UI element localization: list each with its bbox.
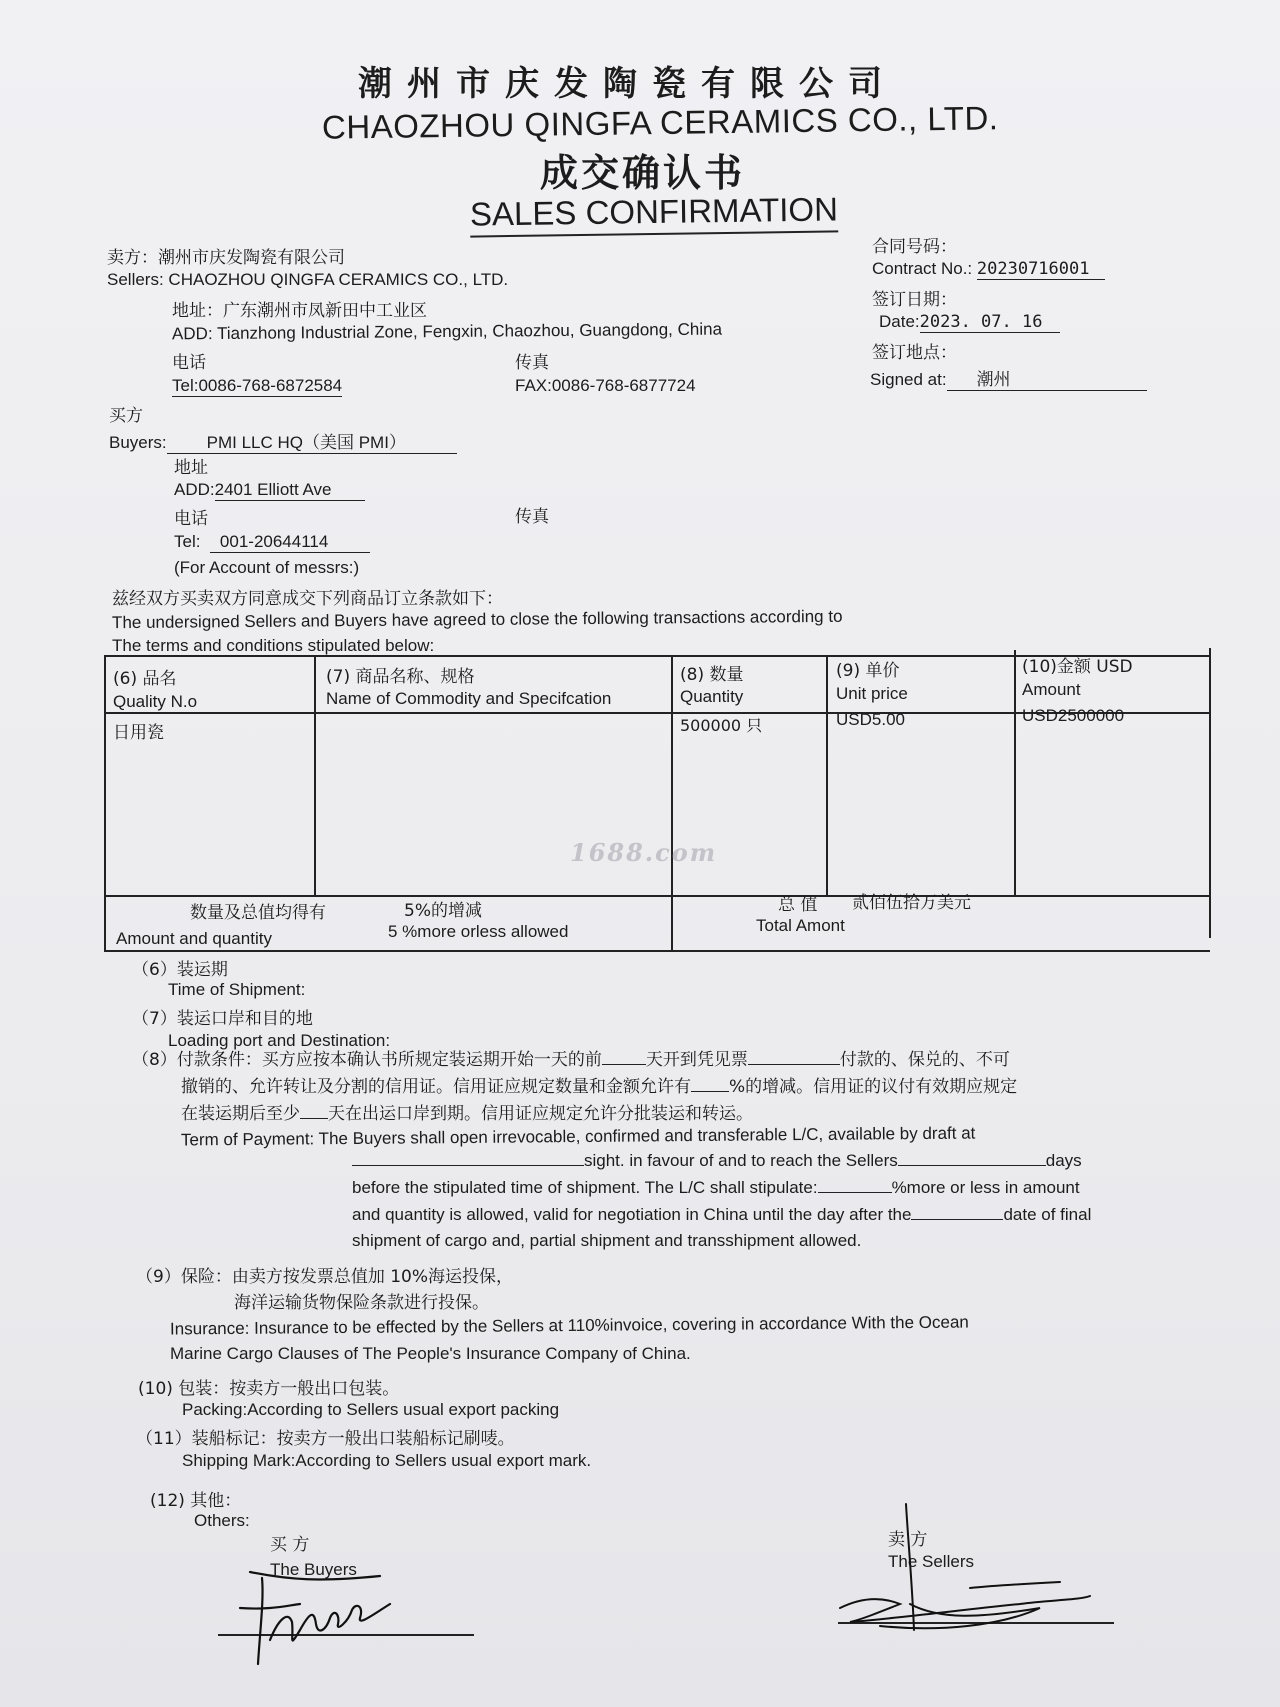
buyer-name: PMI LLC HQ（美国 PMI）	[167, 428, 457, 454]
clause-8-cn-line1: （8）付款条件：买方应按本确认书所规定装运期开始一天的前 天开到凭见票 付款的、保兑的、不可	[132, 1050, 1010, 1070]
clause-9-cn-line1: （9）保险：由卖方按发票总值加 10%海运投保，	[136, 1267, 514, 1287]
clause-6-en: Time of Shipment:	[168, 980, 306, 999]
clause-8-en-line2: sight. in favour of and to reach the Sellers days	[352, 1151, 1082, 1171]
document-title-cn: 成交确认书	[540, 151, 746, 195]
account-note: (For Account of messrs:)	[174, 558, 360, 577]
seller-signature	[820, 1500, 1120, 1660]
buyer-tel: Tel: 001-20644114	[174, 532, 370, 553]
seller-name-en: CHAOZHOU QINGFA CERAMICS CO., LTD.	[168, 270, 509, 289]
clause-12-cn: (12) 其他：	[150, 1491, 242, 1511]
company-name-cn: 潮州市庆发陶瓷有限公司	[358, 64, 897, 104]
buyer-line: Buyers: PMI LLC HQ（美国 PMI）	[109, 428, 457, 454]
buyer-signature	[230, 1560, 430, 1670]
header-unit-price-cn: (9) 单价	[836, 661, 900, 681]
date-label-cn: 签订日期：	[872, 290, 957, 310]
document-title-en: SALES CONFIRMATION	[470, 190, 838, 237]
seller-address-cn: 地址：广东潮州市凤新田中工业区	[172, 301, 427, 321]
seller-name-cn: 潮州市庆发陶瓷有限公司	[158, 248, 345, 268]
clause-8-en-line5: shipment of cargo and, partial shipment and transshipment allowed.	[352, 1231, 862, 1250]
clause-10-en: Packing:According to Sellers usual export packing	[182, 1400, 560, 1419]
contract-no-label-cn: 合同号码：	[872, 237, 957, 257]
buyer-fax-label-cn: 传真	[515, 507, 549, 527]
clause-6-cn: （6）装运期	[132, 960, 228, 980]
clause-7-cn: （7）装运口岸和目的地	[132, 1009, 313, 1029]
contract-date-value: 2023. 07. 16	[920, 312, 1060, 333]
header-quality-en: Quality N.o	[113, 692, 198, 711]
footer-tolerance-cn: 数量及总值均得有	[190, 903, 326, 923]
buyer-address-label-cn: 地址	[174, 458, 208, 478]
header-amount-en: Amount	[1022, 680, 1081, 699]
watermark: 1688.com	[570, 838, 718, 867]
header-quality-cn: (6) 品名	[113, 669, 177, 689]
clause-8-en-line4: and quantity is allowed, valid for negotiation in China until the day after the date of final	[352, 1205, 1092, 1224]
buyer-address: ADD:2401 Elliott Ave	[174, 480, 365, 501]
intro-en-line2: The terms and conditions stipulated below:	[112, 636, 435, 655]
header-commodity-en: Name of Commodity and Specifcation	[326, 689, 612, 708]
header-quantity-cn: (8) 数量	[680, 665, 744, 685]
clause-11-cn: （11）装船标记：按卖方一般出口装船标记刷唛。	[136, 1429, 515, 1449]
buyer-sign-label-cn: 买 方	[270, 1535, 310, 1555]
footer-total-label-en: Total Amont	[756, 916, 845, 935]
footer-total-label-cn: 总 值	[778, 895, 818, 915]
seller-label-cn: 卖方：潮州市庆发陶瓷有限公司	[107, 248, 345, 268]
seller-line-en: Sellers: CHAOZHOU QINGFA CERAMICS CO., LTD.	[107, 270, 509, 289]
contract-date: Date:2023. 07. 16	[879, 312, 1060, 333]
header-unit-price-en: Unit price	[836, 684, 908, 703]
clause-9-cn-line2: 海洋运输货物保险条款进行投保。	[234, 1293, 489, 1313]
clause-9-en-line2: Marine Cargo Clauses of The People's Insurance Company of China.	[170, 1344, 691, 1363]
seller-fax: FAX:0086-768-6877724	[515, 376, 696, 395]
clause-11-en: Shipping Mark:According to Sellers usual export mark.	[182, 1451, 592, 1470]
footer-total-value: 贰佰伍拾万美元	[852, 893, 971, 913]
clause-7-en: Loading port and Destination:	[168, 1031, 391, 1050]
seller-sign-label-cn: 卖 方	[888, 1530, 928, 1550]
clause-10-cn: (10) 包装：按卖方一般出口包装。	[138, 1379, 400, 1399]
buyer-tel-label-cn: 电话	[174, 509, 208, 529]
header-commodity-cn: (7) 商品名称、规格	[326, 667, 475, 687]
contract-no-value: 20230716001	[977, 259, 1105, 280]
seller-sign-label-en: The Sellers	[888, 1552, 974, 1571]
footer-tolerance-en: Amount and quantity	[116, 929, 272, 948]
place-label-cn: 签订地点：	[872, 343, 957, 363]
footer-tolerance-pct-cn: 5%的增减	[404, 901, 482, 921]
seller-address-en: ADD: Tianzhong Industrial Zone, Fengxin, Chaozhou, Guangdong, China	[171, 319, 723, 344]
header-amount-cn: (10)金额 USD	[1022, 657, 1133, 677]
clause-8-cn-line3: 在装运期后至少 天在出运口岸到期。信用证应规定允许分批装运和转运。	[181, 1104, 753, 1124]
seller-tel-label-cn: 电话	[172, 353, 206, 373]
clause-9-en-line1: Insurance: Insurance to be effected by the Sellers at 110%invoice, covering in accordance With the Ocean	[169, 1312, 969, 1339]
header-quantity-en: Quantity	[680, 687, 744, 706]
clause-8-en-line3: before the stipulated time of shipment. The L/C shall stipulate: %more or less in amount	[352, 1178, 1080, 1197]
intro-en-line1: The undersigned Sellers and Buyers have agreed to close the following transactions according to	[111, 606, 843, 633]
signed-at: Signed at: 潮州	[870, 365, 1147, 391]
buyer-label-cn: 买方	[109, 406, 143, 426]
buyer-tel-value: 001-20644114	[210, 532, 370, 553]
intro-cn: 兹经双方买卖双方同意成交下列商品订立条款如下：	[112, 589, 503, 609]
clause-8-cn-line2: 撤销的、允许转让及分割的信用证。信用证应规定数量和金额允许有 %的增减。信用证的议付有效期应规定	[181, 1077, 1018, 1097]
contract-no: Contract No.: 20230716001	[872, 259, 1105, 280]
cell-unit-price: USD5.00	[836, 710, 905, 729]
signed-at-value: 潮州	[947, 365, 1147, 391]
buyer-sign-label-en: The Buyers	[270, 1560, 357, 1579]
company-name-en: CHAOZHOU QINGFA CERAMICS CO., LTD.	[321, 99, 999, 146]
cell-quality: 日用瓷	[113, 723, 164, 743]
buyer-address-value: 2401 Elliott Ave	[215, 480, 365, 501]
seller-fax-label-cn: 传真	[515, 353, 549, 373]
cell-amount: USD2500000	[1022, 706, 1125, 725]
seller-tel: Tel:0086-768-6872584	[172, 376, 343, 395]
footer-tolerance-pct-en: 5 %more orless allowed	[388, 922, 569, 941]
clause-12-en: Others:	[194, 1511, 250, 1530]
cell-quantity: 500000 只	[680, 716, 763, 735]
clause-8-en-line1: Term of Payment: The Buyers shall open irrevocable, confirmed and transferable L/C, available by draft at	[180, 1123, 976, 1150]
